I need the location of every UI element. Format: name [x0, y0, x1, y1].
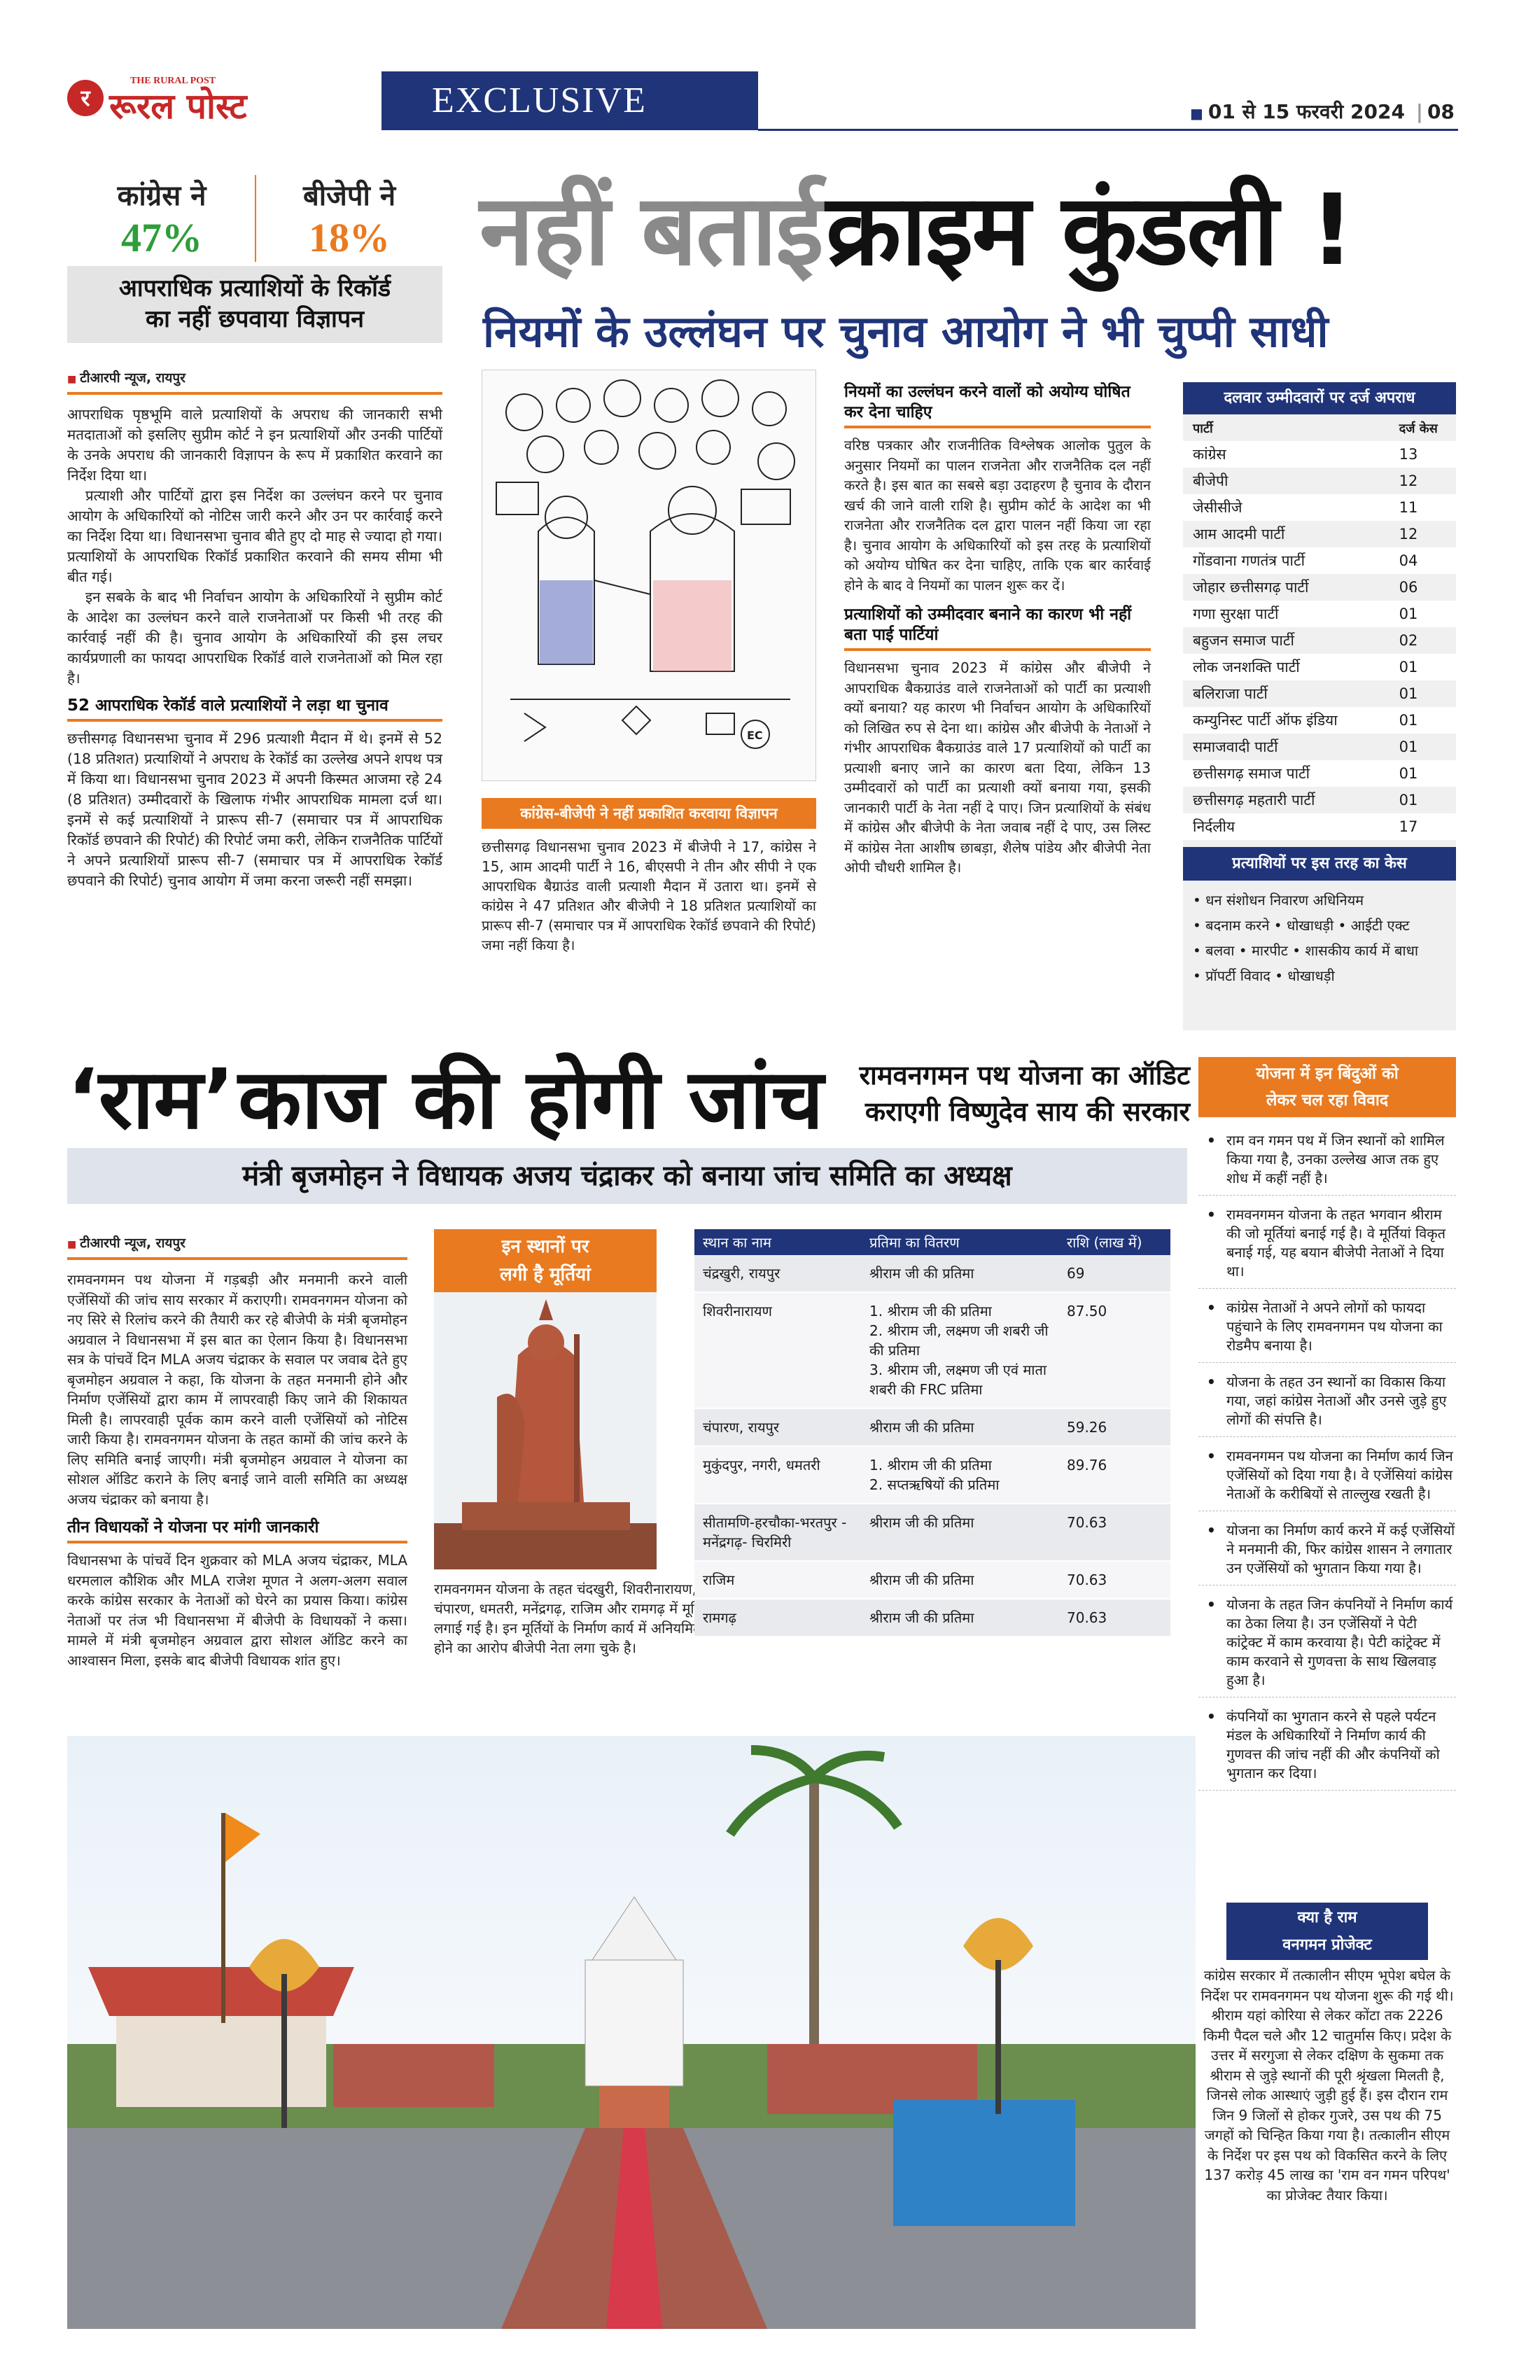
logo-small-text: THE RURAL POST: [130, 76, 216, 86]
place-name: सीतामणि-हरचौका-भरतपुर - मनेंद्रगढ़- चिरमिरी: [703, 1514, 847, 1550]
story1-body-2: [67, 729, 442, 891]
story1-body: [67, 405, 442, 689]
story2-paragraph-2: विधानसभा के पांचवें दिन शुक्रवार को MLA अजय चंद्राकर, MLA धरमलाल कौशिक और MLA राजेश मूणत ने अलग-अलग सवाल करके कांग्रेस सरकार के नेताओं को घेरने का प्रयास किया। कांग्रेस नेताओं पर तंज भी विधानसभा में बीजेपी के विधायकों ने कसा। मामले में मंत्री बृजमोहन अग्रवाल द्वारा सोशल ऑडिट करने का आश्वासन मिला, इसके बाद बीजेपी विधायक शांत हुए।: [67, 1552, 407, 1669]
story1-subhead: 52 आपराधिक रेकॉर्ड वाले प्रत्याशियों ने लड़ा था चुनाव: [67, 696, 388, 715]
statue-item: 1. श्रीराम जी की प्रतिमा: [869, 1457, 992, 1474]
statue-item: श्रीराम जी की प्रतिमा: [869, 1265, 974, 1282]
party-name: निर्दलीय: [1193, 818, 1236, 835]
case-count: 01: [1399, 606, 1418, 622]
case-item: • बदनाम करने • धोखाधड़ी • आईटी एक्ट: [1193, 917, 1410, 934]
party-table-title: दलवार उम्मीदवारों पर दर्ज अपराध: [1183, 382, 1456, 414]
statue-item: श्रीराम जी की प्रतिमा: [869, 1572, 974, 1588]
deck-line1: रामवनगमन पथ योजना का ऑडिट: [859, 1060, 1190, 1091]
party-table: [1183, 414, 1456, 840]
party-name: कम्युनिस्ट पार्टी ऑफ इंडिया: [1193, 712, 1338, 729]
statue-table: [694, 1229, 1170, 1637]
list-item: [1198, 1703, 1456, 1791]
party-name: लोक जनशक्ति पार्टी: [1193, 659, 1300, 676]
temple-image: [67, 1736, 1196, 2329]
story2-subheadline: मंत्री बृजमोहन ने विधायक अजय चंद्राकर को बनाया जांच समिति का अध्यक्ष: [242, 1160, 1012, 1192]
list-item: [1198, 1591, 1456, 1698]
statue-items: [861, 1255, 1058, 1292]
table-row: [1183, 627, 1456, 654]
table-row: [1183, 441, 1456, 468]
point-text: योजना के तहत जिन कंपनियों ने निर्माण कार्य का ठेका लिया है। उन एजेंसियों ने पेटी कांट्रेक्ट में काम करवाया है। पेटी कांट्रेक्ट में काम करवाने से गुणवत्ता के साथ खिलवाड़ हुआ है।: [1226, 1596, 1453, 1688]
paragraph: आपराधिक पृष्ठभूमि वाले प्रत्याशियों के अपराध की जानकारी सभी मतदाताओं को इसलिए सुप्रीम कोर्ट ने इन प्रत्याशियों और उनकी पार्टियों के उनके अपराध की जानकारी विज्ञापन के रूप में प्रकाशित करवाने का निर्देश दिया था।: [67, 406, 442, 484]
point-text: रामवनगमन पथ योजना का निर्माण कार्य जिन एजेंसियों को दिया गया है। वे एजेंसियां कांग्रेस नेताओं के करीबियों से ताल्लुख रखती है।: [1226, 1448, 1453, 1502]
byline-rule: [67, 392, 442, 395]
place-name: राजिम: [703, 1572, 735, 1588]
table-row: [694, 1446, 1170, 1504]
congress-label: कांग्रेस ने: [117, 180, 206, 212]
place-name: मुकुंदपुर, नगरी, धमतरी: [703, 1457, 820, 1474]
bullet-icon: •: [1207, 1522, 1216, 1539]
party-name: छत्तीसगढ़ महतारी पार्टी: [1193, 792, 1315, 808]
project-title-line1: क्या है राम: [1297, 1909, 1357, 1926]
project-title-line2: वनगमन प्रोजेक्ट: [1282, 1936, 1372, 1954]
story2-paragraph-1: रामवनगमन पथ योजना में गड़बड़ी और मनमानी करने वाली एजेंसियों की जांच साय सरकार में कराएगी। रामवनगमन योजना को नए सिरे से रिलांच करने की तैयारी कर रहे बीजेपी के मंत्री बृजमोहन अग्रवाल ने विधानसभा में इस बात का ऐलान किया है। विधानसभा सत्र के पांचवें दिन MLA अजय चंद्राकर के सवाल पर जवाब देते हुए बृजमोहन अग्रवाल ने कहा, कि योजना के तहत मनमानी होने और निर्माण एजेंसियों द्वारा काम में लापरवाही किए जाने की शिकायत मिली है। लापरवाही पूर्वक काम करने वाली एजेंसियों को नोटिस जारी किया है। रामवनगमन योजना के तहत कामों की जांच करने के लिए समिति बनाई जाएगी। मंत्री बृजमोहन अग्रवाल ने योजना का सोशल ऑडिट कराने के लिए बनाई जाने वाली समिति का अध्यक्ष अजय चंद्राकर को बनाया है।: [67, 1271, 407, 1508]
case-count: 12: [1399, 526, 1418, 542]
controversy-title-line2: लेकर चल रहा विवाद: [1266, 1091, 1389, 1110]
amount: 87.50: [1067, 1303, 1107, 1320]
party-table-box: [1183, 382, 1456, 1030]
svg-text:EC: EC: [747, 729, 763, 742]
case-item: • धन संशोधन निवारण अधिनियम: [1193, 892, 1364, 909]
party-name: बलिराजा पार्टी: [1193, 685, 1268, 702]
list-item: [1198, 1517, 1456, 1586]
table-row: [1183, 574, 1456, 601]
paragraph: प्रत्याशी और पार्टियों द्वारा इस निर्देश का उल्लंघन करने पर चुनाव आयोग के अधिकारियों को नोटिस जारी करने और उन पर कार्रवाई करने का निर्देश दिया था। विधानसभा चुनाव बीते हुए दो माह से ज्यादा हो गया। प्रत्याशियों के आपराधिक रिकॉर्ड प्रकाशित करवाने की समय सीमा भी बीत गई।: [67, 487, 442, 585]
cases-list: [1183, 881, 1456, 988]
table-row: [694, 1504, 1170, 1561]
mid-rule-1: [844, 426, 1151, 428]
party-name: समाजवादी पार्टी: [1193, 738, 1278, 755]
table-row: [694, 1292, 1170, 1408]
case-count: 01: [1399, 659, 1418, 676]
case-item: • प्रॉपर्टी विवाद • धोखाधड़ी: [1193, 967, 1335, 984]
byline2-rule: [67, 1257, 407, 1260]
project-text: कांग्रेस सरकार में तत्कालीन सीएम भूपेश बघेल के निर्देश पर रामवनगमन पथ योजना शुरू की गई थी। श्रीराम यहां कोरिया से लेकर कोंटा तक 2226 किमी पैदल चले और 12 चातुर्मास किए। प्रदेश के उत्तर में सरगुजा से लेकर दक्षिण के सुकमा तक श्रीराम से जुड़े स्थानों की पूरी श्रृंखला मिलती है, जिनसे लोक आस्थाएं जुड़ी हुई हैं। इस दौरान राम जिन 9 जिलों से होकर गुजरे, उस पथ की 75 जगहों को चिन्हित किया गया है। तत्कालीन सीएम के निर्देश पर इस पथ को विकसित करने के लिए 137 करोड़ 45 लाख का 'राम वन गमन परिपथ' का प्रोजेक्ट तैयार किया।: [1200, 1967, 1454, 2204]
paragraph: छत्तीसगढ़ विधानसभा चुनाव में 296 प्रत्याशी मैदान में थे। इनमें से 52 (18 प्रतिशत) प्रत्याशियों ने अपराध के रेकॉर्ड का उल्लेख अपने शपथ पत्र में किया था। विधानसभा चुनाव 2023 में अपनी किस्मत आजमा रहे 24 (8 प्रतिशत) उम्मीदवारों के खिलाफ गंभीर आपराधिक मामला दर्ज था। इनमें से कई प्रत्याशियों ने प्रारूप सी-7 (समाचार पत्र में आपराधिक रिकॉर्ड छपवाने की रिपोर्ट) की रिपोर्ट जमा करी, लेकिन राजनैतिक पार्टियों ने अपने प्रत्याशियों प्रारूप सी-7 (समाचार पत्र में आपराधिक रेकॉर्ड छपवाने की रिपोर्ट) चुनाव आयोग में जमा करना जरूरी नहीं समझा।: [67, 730, 442, 889]
case-count: 12: [1399, 472, 1418, 489]
list-item: [1198, 1201, 1456, 1289]
mid-subhead-1: नियमों का उल्लंघन करने वालों को अयोग्य घोषित कर देना चाहिए: [844, 383, 1130, 421]
list-item: [1198, 1368, 1456, 1437]
statue-items: [861, 1408, 1058, 1446]
case-count: 01: [1399, 792, 1418, 808]
deck-line2: कराएगी विष्णुदेव साय की सरकार: [864, 1096, 1190, 1127]
story2-left-column: [67, 1233, 407, 1779]
case-count: 06: [1399, 579, 1418, 596]
party-table-header: [1183, 414, 1456, 441]
cartoon-illustration: [482, 370, 816, 781]
party-name: आम आदमी पार्टी: [1193, 526, 1285, 542]
story1-middle-column: [844, 382, 1151, 998]
paragraph: इन सबके के बाद भी निर्वाचन आयोग के अधिकारियों ने सुप्रीम कोर्ट के आदेश का उल्लंघन करने वाले राजनेताओं पर किसी भी तरह की कार्रवाई नहीं की है। चुनाव आयोग के अधिकारियों की इस लचर कार्यप्रणाली का फायदा आपराधिक रिकॉर्ड वाले राजनेताओं को मिल रहा है।: [67, 589, 442, 687]
table-row: [1183, 813, 1456, 840]
story2-byline: ■ टीआरपी न्यूज, रायपुर: [67, 1233, 407, 1252]
statue-items: [861, 1446, 1058, 1504]
party-name: बहुजन समाज पार्टी: [1193, 632, 1294, 649]
col-amount: राशि (लाख में): [1067, 1234, 1142, 1251]
headline-part2: क्राइम कुंडली !: [825, 174, 1354, 288]
amount: 70.63: [1067, 1514, 1107, 1531]
point-text: राम वन गमन पथ में जिन स्थानों को शामिल किया गया है, उनका उल्लेख आज तक हुए शोध में कहीं नहीं है।: [1226, 1132, 1445, 1186]
party-name: बीजेपी: [1193, 472, 1228, 489]
cases-title: प्रत्याशियों पर इस तरह का केस: [1183, 847, 1456, 881]
headline2-part2: काज की होगी जांच: [238, 1051, 824, 1147]
statue-table-header: [694, 1229, 1170, 1255]
subhead-rule: [67, 719, 442, 722]
subhead2-rule: [67, 1541, 407, 1544]
cartoon-caption: छत्तीसगढ़ विधानसभा चुनाव 2023 में बीजेपी ने 17, कांग्रेस ने 15, आम आदमी पार्टी ने 16, बीएसपी ने तीन और सीपी ने एक आपराधिक बैग्राउंड वाली प्रत्याशी मैदान में उतारा था। इनमें से कांग्रेस ने 47 प्रतिशत और बीजेपी ने 18 प्रतिशत प्रत्याशियों का प्रारूप सी-7 (समाचार पत्र में आपराधिक रेकॉर्ड छपवाने की रिपोर्ट) जमा नहीं किया है।: [482, 839, 816, 953]
statue-label-line1: इन स्थानों पर: [501, 1236, 589, 1257]
place-name: चंद्रखुरी, रायपुर: [703, 1265, 780, 1282]
date-text: 01 से 15 फरवरी 2024: [1208, 100, 1405, 123]
stats-caption-line1: आपराधिक प्रत्याशियों के रिकॉर्ड: [118, 274, 391, 302]
logo-main-text: रूरल पोस्ट: [109, 85, 247, 127]
statue-caption: रामवनगमन योजना के तहत चंदखुरी, शिवरीनारायण, चंपारण, धमतरी, मनेंद्रगढ़, राजिम और रामगढ़ में मूर्तियां लगाई गई है। इन मूर्तियों के निर्माण कार्य में अनियमित होने का आरोप बीजेपी नेता लगा चुके है।: [434, 1581, 714, 1656]
amount: 70.63: [1067, 1609, 1107, 1626]
point-text: योजना का निर्माण कार्य करने में कई एजेंसियों ने मनमानी की, फिर कांग्रेस शासन ने लगातार उन एजेंसियों को भुगतान किया गया है।: [1226, 1522, 1455, 1576]
political-cartoon: [482, 370, 816, 781]
logo-emblem-icon: र: [67, 80, 104, 116]
statue-image: [434, 1292, 657, 1569]
bullet-icon: •: [1207, 1299, 1216, 1316]
table-row: [1183, 468, 1456, 494]
story1-subheadline: नियमों के उल्लंघन पर चुनाव आयोग ने भी चुप्पी साधी: [483, 306, 1329, 357]
mid-paragraph-1: वरिष्ठ पत्रकार और राजनीतिक विश्लेषक आलोक पुतुल के अनुसार नियमों का पालन राजनेता और राजनैतिक दल नहीं करते है। इस बात का सबसे बड़ा उदाहरण है चुनाव के दौरान खर्च की जाने वाली राशि है। सुप्रीम कोर्ट के आदेश का भी राजनेता और राजनैतिक दल द्वारा पालन नहीं किया जा रहा है। चुनाव आयोग के अधिकारियों को इस तरह के प्रत्याशियों को अयोग्य घोषित कर देना चाहिए, ताकि एक बार कार्रवाई होने के बाद वे नियमों का पालन शुरू कर दें।: [844, 437, 1151, 594]
story1-left-column: [67, 368, 442, 998]
mid-rule-2: [844, 648, 1151, 651]
story2-subheadline-band: [67, 1148, 1187, 1204]
statue-label-line2: लगी है मूर्तियां: [500, 1264, 591, 1285]
bullet-icon: •: [1207, 1132, 1216, 1149]
controversy-points: [1198, 1117, 1456, 1791]
list-item: [1198, 1294, 1456, 1363]
case-count: 01: [1399, 738, 1418, 755]
amount: 69: [1067, 1265, 1085, 1282]
table-row: [694, 1408, 1170, 1446]
party-name: जोहार छत्तीसगढ़ पार्टी: [1193, 579, 1309, 596]
table-row: [1183, 734, 1456, 760]
table-row: [1183, 787, 1456, 813]
section-banner: [382, 71, 758, 130]
issue-date: ■ 01 से 15 फरवरी 2024 | 08: [1190, 100, 1455, 123]
case-count: 01: [1399, 685, 1418, 702]
place-name: रामगढ़: [703, 1609, 736, 1626]
statue-photo: [434, 1292, 657, 1569]
case-count: 13: [1399, 446, 1418, 463]
bullet-icon: •: [1207, 1206, 1216, 1223]
statue-items: [861, 1561, 1058, 1599]
amount: 59.26: [1067, 1419, 1107, 1436]
statue-items: [861, 1599, 1058, 1637]
mid-subhead-2: प्रत्याशियों को उम्मीदवार बनाने का कारण भी नहीं बता पाई पार्टियां: [844, 606, 1132, 644]
statue-item: 2. सप्तऋषियों की प्रतिमा: [869, 1476, 1000, 1493]
case-count: 01: [1399, 712, 1418, 729]
statue-item: श्रीराम जी की प्रतिमा: [869, 1419, 974, 1436]
bjp-value: 18%: [309, 215, 390, 260]
bullet-icon: •: [1207, 1448, 1216, 1464]
party-name: गणा सुरक्षा पार्टी: [1193, 606, 1279, 622]
place-name: चंपारण, रायपुर: [703, 1419, 780, 1436]
controversy-box: [1198, 1057, 1456, 1904]
col-party: पार्टी: [1193, 421, 1213, 436]
rural-post-logo[interactable]: [67, 73, 375, 129]
bullet-icon: •: [1207, 1373, 1216, 1390]
project-box: [1198, 1903, 1456, 2330]
masthead-rule: [758, 129, 1458, 131]
list-item: [1198, 1127, 1456, 1196]
case-count: 02: [1399, 632, 1418, 649]
table-row: [1183, 680, 1456, 707]
col-cases: दर्ज केस: [1399, 421, 1438, 436]
case-count: 04: [1399, 552, 1418, 569]
table-row: [1183, 521, 1456, 547]
statue-label: [434, 1229, 657, 1292]
point-text: कांग्रेस नेताओं ने अपने लोगों को फायदा पहुंचाने के लिए रामवनगमन पथ योजना का रोडमैप बनाया है।: [1226, 1299, 1443, 1354]
temple-photo: [67, 1736, 1196, 2329]
statue-item: श्रीराम जी की प्रतिमा: [869, 1609, 974, 1626]
stats-caption: [67, 266, 442, 343]
masthead: [0, 67, 1540, 133]
bjp-label: बीजेपी ने: [302, 180, 396, 212]
table-row: [1183, 760, 1456, 787]
table-row: [694, 1599, 1170, 1637]
project-title: [1226, 1903, 1428, 1960]
controversy-title: [1198, 1057, 1456, 1117]
table-row: [1183, 601, 1456, 627]
col-place: स्थान का नाम: [703, 1234, 771, 1251]
party-name: गोंडवाना गणतंत्र पार्टी: [1193, 552, 1306, 569]
section-label: EXCLUSIVE: [432, 80, 647, 120]
stats-caption-line2: का नहीं छपवाया विज्ञापन: [145, 305, 365, 333]
bullet-icon: •: [1207, 1596, 1216, 1613]
case-count: 11: [1399, 499, 1418, 516]
story2-deck: [826, 1057, 1190, 1130]
congress-value: 47%: [121, 215, 202, 260]
table-row: [1183, 547, 1456, 574]
point-text: कंपनियों का भुगतान करने से पहले पर्यटन मंडल के अधिकारियों ने निर्माण कार्य की गुणवत्त की जांच नहीं की और कंपनियों को भुगतान कर दिया।: [1226, 1708, 1440, 1782]
controversy-title-line1: योजना में इन बिंदुओं को: [1256, 1065, 1399, 1083]
statue-items: [861, 1292, 1058, 1408]
statue-item: 1. श्रीराम जी की प्रतिमा: [869, 1303, 992, 1320]
case-count: 01: [1399, 765, 1418, 782]
col-items: प्रतिमा का वितरण: [869, 1234, 960, 1251]
point-text: योजना के तहत उन स्थानों का विकास किया गया, जहां कांग्रेस नेताओं और उनसे जुड़े हुए लोगों की संपत्ति है।: [1226, 1373, 1447, 1428]
list-item: [1198, 1443, 1456, 1511]
table-row: [1183, 654, 1456, 680]
table-row: [694, 1255, 1170, 1292]
story2-subhead: तीन विधायकों ने योजना पर मांगी जानकारी: [67, 1518, 319, 1536]
statue-item: 3. श्रीराम जी, लक्ष्मण जी एवं माता शबरी की FRC प्रतिमा: [869, 1362, 1047, 1398]
bullet-icon: •: [1207, 1708, 1216, 1725]
table-row: [694, 1561, 1170, 1599]
congress-stat: [67, 175, 256, 262]
cartoon-caption-title: कांग्रेस-बीजेपी ने नहीं प्रकाशित करवाया विज्ञापन: [482, 798, 816, 829]
case-count: 17: [1399, 818, 1418, 835]
mid-paragraph-2: विधानसभा चुनाव 2023 में कांग्रेस और बीजेपी ने आपराधिक बैकग्राउंड वाले राजनेताओं को पार्टी का प्रत्याशी क्यों बनाया? यह कारण भी निर्वाचन आयोग के अधिकारियों को लिखित रुप से देना था। कांग्रेस और बीजेपी के नेताओं ने गंभीर आपराधिक बैकग्राउंड वाले 17 प्रत्याशियों को पार्टी का प्रत्याशी बनाए जाने का कारण बता दिया, लेकिन 13 उम्मीदवारों को पार्टी का प्रत्याशी क्यों बनाया गया, इसकी जानकारी पार्टी के नेता नहीं दे पाए। जिन प्रत्याशियों के संबंध में कांग्रेस और बीजेपी के नेता जवाब नहीं दे पाए, उस लिस्ट में कांग्रेस नेता आशीष छाबड़ा, शैलेष पांडेय और बीजेपी नेता ओपी चौधरी शामिल है।: [844, 659, 1151, 876]
statue-item: श्रीराम जी की प्रतिमा: [869, 1514, 974, 1531]
party-name: जेसीसीजे: [1193, 499, 1242, 516]
bjp-stat: [256, 175, 442, 262]
table-row: [1183, 494, 1456, 521]
story2-headline: [67, 1040, 823, 1152]
stats-box: [67, 175, 442, 350]
party-name: कांग्रेस: [1193, 446, 1226, 463]
statue-items: [861, 1504, 1058, 1561]
story1-byline: ■ टीआरपी न्यूज, रायपुर: [67, 368, 442, 386]
amount: 70.63: [1067, 1572, 1107, 1588]
page-number: 08: [1427, 100, 1455, 123]
headline2-part1: ‘राम’: [67, 1051, 235, 1147]
point-text: रामवनगमन योजना के तहत भगवान श्रीराम की जो मूर्तियां बनाई गई है। वे मूर्तियां विकृत बनाई गई, यह बयान बीजेपी नेताओं ने दिया था।: [1226, 1206, 1446, 1280]
party-name: छत्तीसगढ़ समाज पार्टी: [1193, 765, 1310, 782]
statue-item: 2. श्रीराम जी, लक्ष्मण जी शबरी जी की प्रतिमा: [869, 1322, 1049, 1359]
headline-part1: नहीं बताई: [479, 174, 822, 288]
story1-headline: [479, 160, 1516, 286]
case-item: • बलवा • मारपीट • शासकीय कार्य में बाधा: [1193, 942, 1419, 959]
place-name: शिवरीनारायण: [703, 1303, 772, 1320]
statue-table-box: [694, 1229, 1170, 1637]
amount: 89.76: [1067, 1457, 1107, 1474]
table-row: [1183, 707, 1456, 734]
